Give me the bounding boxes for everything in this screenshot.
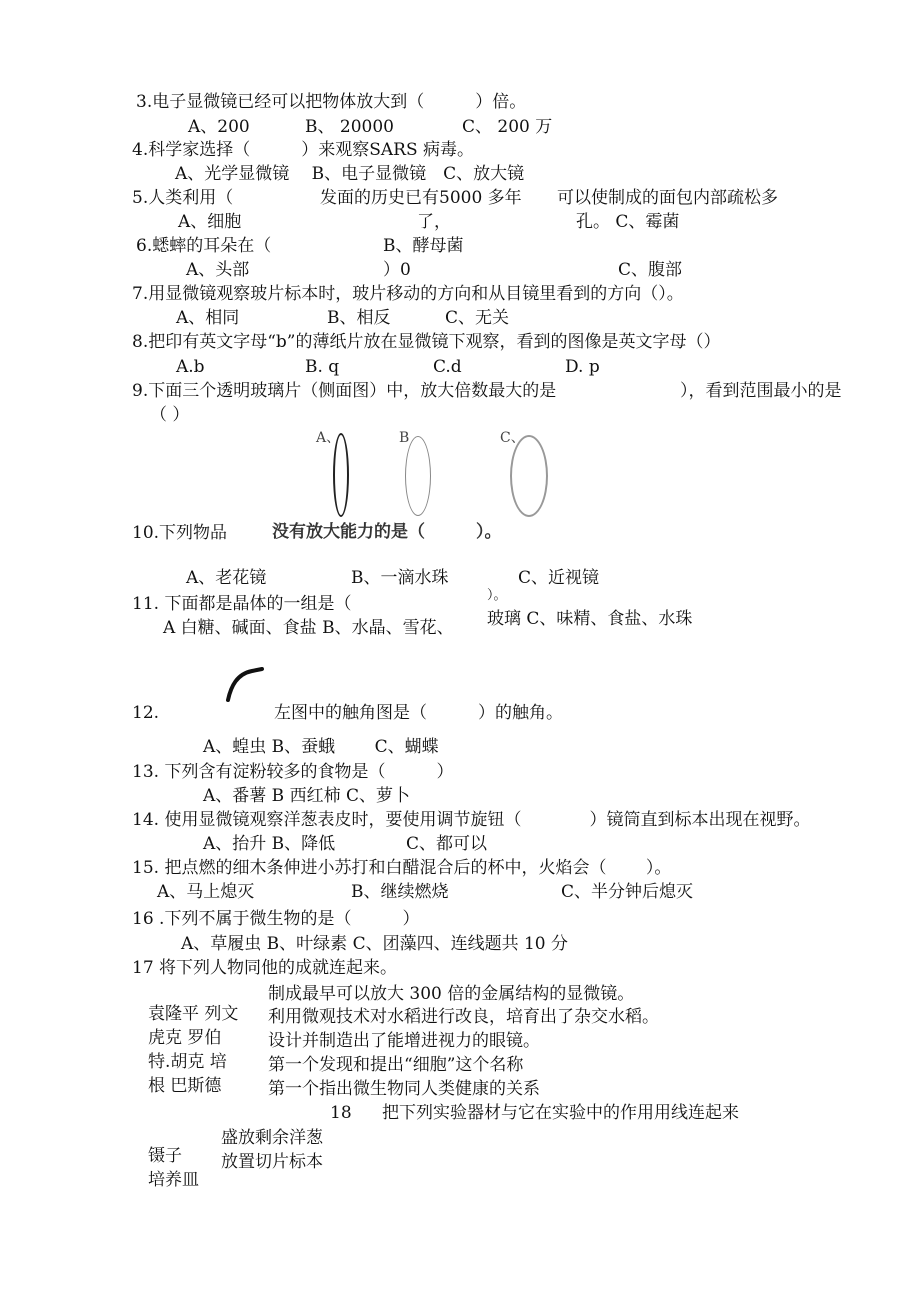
question-5-part-4: 了， xyxy=(417,212,451,232)
question-4: 4.科学家选择（ ）来观察SARS 病毒。 xyxy=(132,140,474,160)
lens-a-icon xyxy=(333,433,349,517)
question-9-part-3: （ ） xyxy=(150,405,190,425)
q7-option-c: C、无关 xyxy=(445,308,510,328)
q7-option-b: B、相反 xyxy=(327,308,391,328)
question-12: 左图中的触角图是（ ）的触角。 xyxy=(274,703,563,723)
lens-c-label: C、 xyxy=(500,430,525,446)
question-16: 16 .下列不属于微生物的是（ ） xyxy=(132,909,420,929)
q3-option-b: B、 20000 xyxy=(305,117,394,137)
q3-option-c: C、 200 万 xyxy=(462,117,553,137)
question-9-part-1: 9.下面三个透明玻璃片（侧面图）中，放大倍数最大的是 xyxy=(132,381,557,401)
question-11-close: ）。 xyxy=(487,588,507,603)
question-12-number: 12. xyxy=(132,703,160,723)
q14-option-c: C、都可以 xyxy=(406,834,488,854)
q6-option-a: A、头部 xyxy=(186,260,250,280)
lens-b-label: B xyxy=(399,430,410,446)
q17-person-line-4: 根 巴斯德 xyxy=(148,1076,222,1096)
question-11: 11. 下面都是晶体的一组是（ xyxy=(132,594,352,614)
q18-tool-2: 培养皿 xyxy=(148,1170,199,1190)
q10-option-a: A、老花镜 xyxy=(186,568,267,588)
q3-option-a: A、200 xyxy=(188,117,250,137)
lens-a-label: A、 xyxy=(316,430,341,446)
question-15: 15. 把点燃的细木条伸进小苏打和白醋混合后的杯中，火焰会（ ）。 xyxy=(132,858,672,878)
question-6: 6.蟋蟀的耳朵在（ xyxy=(136,236,272,256)
q17-achievement-1: 制成最早可以放大 300 倍的金属结构的显微镜。 xyxy=(268,984,635,1004)
q10-option-b: B、一滴水珠 xyxy=(351,568,449,588)
q17-person-line-1: 袁隆平 列文 xyxy=(148,1004,239,1024)
question-3: 3.电子显微镜已经可以把物体放大到（ ）倍。 xyxy=(136,92,527,112)
q17-person-line-2: 虎克 罗伯 xyxy=(148,1028,222,1048)
q17-achievement-4: 第一个发现和提出“细胞”这个名称 xyxy=(268,1055,524,1075)
q15-option-a: A、马上熄灭 xyxy=(157,882,255,902)
lens-c-icon xyxy=(510,435,548,517)
q16-options: A、草履虫 B、叶绿素 C、团藻四、连线题共 10 分 xyxy=(181,934,569,954)
question-10-part-2: 没有放大能力的是（ ）。 xyxy=(272,522,502,542)
lens-b-icon xyxy=(405,436,431,516)
q17-achievement-2: 利用微观技术对水稻进行改良，培育出了杂交水稻。 xyxy=(268,1007,659,1027)
q4-options: A、光学显微镜 B、电子显微镜 C、放大镜 xyxy=(175,164,525,184)
question-5-part-2: 发面的历史已有5000 多年 xyxy=(320,188,522,208)
q5-option-a: A、细胞 xyxy=(178,212,242,232)
question-18: 把下列实验器材与它在实验中的作用用线连起来 xyxy=(382,1103,739,1123)
question-17: 17 将下列人物同他的成就连起来。 xyxy=(132,958,398,978)
q8-option-d: D. p xyxy=(565,357,600,377)
q15-option-c: C、半分钟后熄灭 xyxy=(561,882,694,902)
question-14: 14. 使用显微镜观察洋葱表皮时，要使用调节旋钮（ ）镜筒直到标本出现在视野。 xyxy=(132,810,811,830)
q14-options-ab: A、抬升 B、降低 xyxy=(203,834,336,854)
q12-options: A、蝗虫 B、蚕蛾 C、蝴蝶 xyxy=(203,737,439,757)
question-5-part-1: 5.人类利用（ xyxy=(132,188,234,208)
q6-option-b: B、酵母菌 xyxy=(383,236,464,256)
q18-use-2: 放置切片标本 xyxy=(221,1152,323,1172)
q8-option-a: A.b xyxy=(176,357,205,377)
q6-option-c: C、腹部 xyxy=(618,260,683,280)
q17-person-line-3: 特.胡克 培 xyxy=(148,1052,227,1072)
q6-blank: ）0 xyxy=(383,260,411,280)
q8-option-c: C.d xyxy=(433,357,462,377)
q18-tool-1: 镊子 xyxy=(148,1146,182,1166)
q11-options-part-2: 玻璃 C、味精、食盐、水珠 xyxy=(487,609,693,629)
q17-achievement-5: 第一个指出微生物同人类健康的关系 xyxy=(268,1079,540,1099)
q10-option-c: C、近视镜 xyxy=(518,568,600,588)
antenna-figure-icon xyxy=(222,662,264,704)
question-8: 8.把印有英文字母“b”的薄纸片放在显微镜下观察，看到的图像是英文字母（） xyxy=(132,332,721,352)
q18-use-1: 盛放剩余洋葱 xyxy=(221,1128,323,1148)
q17-achievement-3: 设计并制造出了能增进视力的眼镜。 xyxy=(268,1031,540,1051)
question-18-number: 18 xyxy=(330,1103,352,1123)
question-9-part-2: ），看到范围最小的是 xyxy=(680,381,842,401)
question-13: 13. 下列含有淀粉较多的食物是（ ） xyxy=(132,762,454,782)
q7-option-a: A、相同 xyxy=(176,308,240,328)
question-5-part-5: 孔。 C、霉菌 xyxy=(576,212,680,232)
question-7: 7.用显微镜观察玻片标本时，玻片移动的方向和从目镜里看到的方向（）。 xyxy=(132,284,684,304)
question-5-part-3: 可以使制成的面包内部疏松多 xyxy=(557,188,778,208)
q11-options-part-1: A 白糖、碱面、食盐 B、水晶、雪花、 xyxy=(163,618,454,638)
q15-option-b: B、继续燃烧 xyxy=(351,882,449,902)
q8-option-b: B. q xyxy=(305,357,340,377)
q13-options: A、番薯 B 西红柿 C、萝卜 xyxy=(203,786,410,806)
question-10-part-1: 10.下列物品 xyxy=(132,523,228,543)
